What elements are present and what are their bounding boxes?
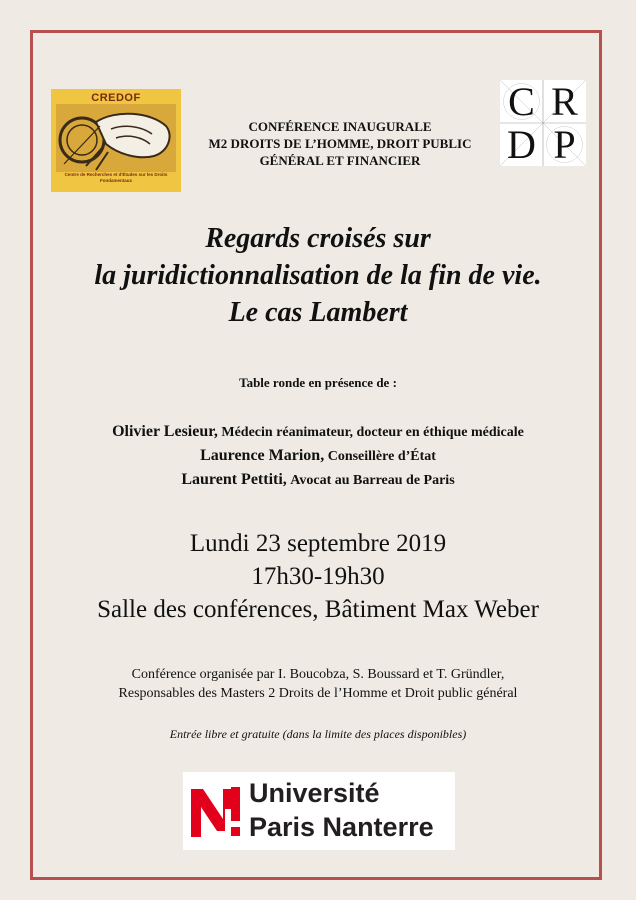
conference-header xyxy=(190,118,490,169)
speaker-item xyxy=(30,468,606,492)
speaker-item xyxy=(30,444,606,468)
speaker-name: Laurent Pettiti, xyxy=(181,471,287,488)
header-line-3: GÉNÉRAL ET FINANCIER xyxy=(259,153,421,168)
entry-note: Entrée libre et gratuite (dans la limite des places disponibles) xyxy=(169,727,467,741)
crdp-letter-p: P xyxy=(553,122,576,167)
event-details xyxy=(30,527,606,626)
title-line-2: la juridictionnalisation de la fin de vie. xyxy=(94,260,542,291)
table-ronde-label: Table ronde en présence de : xyxy=(239,375,397,390)
organisers-line-1: Conférence organisée par I. Boucobza, S. Boussard et T. Gründler, xyxy=(131,667,505,682)
crdp-letter-c: C xyxy=(508,79,535,124)
speaker-name: Olivier Lesieur, xyxy=(112,423,218,440)
nanterre-mark-icon xyxy=(187,781,245,841)
credof-logo-illustration xyxy=(56,104,176,172)
crdp-letter-r: R xyxy=(551,79,578,124)
title-line-3: Le cas Lambert xyxy=(228,297,408,328)
event-date: Lundi 23 septembre 2019 xyxy=(189,530,447,557)
page-title xyxy=(30,220,606,331)
event-place: Salle des conférences, Bâtiment Max Weber xyxy=(97,596,539,623)
speaker-role: Conseillère d’État xyxy=(327,449,436,464)
speaker-list xyxy=(30,420,606,492)
speaker-item xyxy=(30,420,606,444)
organisers xyxy=(30,665,606,703)
crdp-letter-d: D xyxy=(507,122,536,167)
organisers-line-2: Responsables des Masters 2 Droits de l’Homme et Droit public général xyxy=(118,686,518,701)
speaker-name: Laurence Marion, xyxy=(200,447,325,464)
university-name-line-2: Paris Nanterre xyxy=(249,812,434,842)
credof-logo-subtitle: Centre de Recherches et d'Études sur les Droits Fondamentaux xyxy=(64,172,168,183)
credof-logo xyxy=(51,89,181,192)
title-line-1: Regards croisés sur xyxy=(205,223,431,254)
header-line-2: M2 DROITS DE L’HOMME, DROIT PUBLIC xyxy=(208,136,472,151)
header-line-1: CONFÉRENCE INAUGURALE xyxy=(248,119,432,134)
crdp-logo xyxy=(500,80,586,166)
speaker-role: Avocat au Barreau de Paris xyxy=(290,473,455,488)
event-time: 17h30-19h30 xyxy=(251,563,385,590)
university-logo xyxy=(183,772,455,850)
university-name-line-1: Université xyxy=(249,778,380,808)
speaker-role: Médecin réanimateur, docteur en éthique médicale xyxy=(221,425,524,440)
credof-logo-name: CREDOF xyxy=(91,92,141,104)
